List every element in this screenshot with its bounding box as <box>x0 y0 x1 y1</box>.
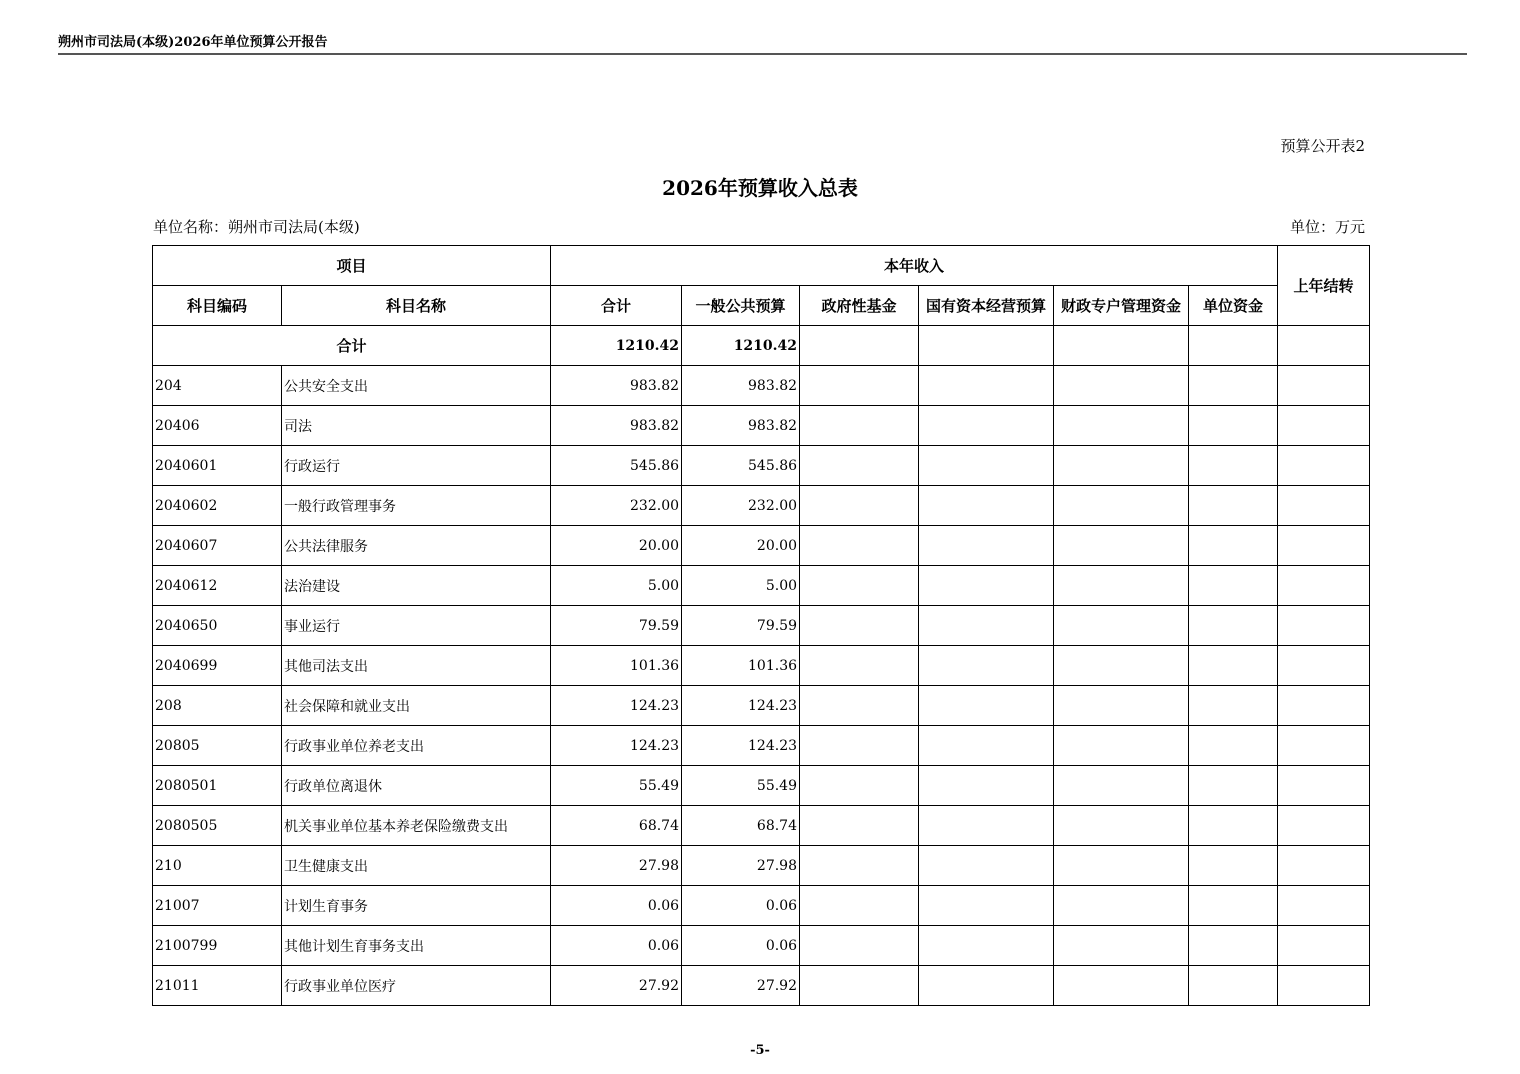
empty-cell <box>800 806 919 846</box>
row-general-budget: 55.49 <box>682 766 800 806</box>
empty-cell <box>919 686 1054 726</box>
empty-cell <box>1054 486 1189 526</box>
row-general-budget: 27.98 <box>682 846 800 886</box>
table-row <box>153 486 1370 526</box>
empty-cell <box>1278 806 1370 846</box>
header-total: 合计 <box>551 286 682 326</box>
empty-cell <box>800 726 919 766</box>
subject-code: 21011 <box>153 966 282 1006</box>
table-row <box>153 526 1370 566</box>
row-general-budget: 20.00 <box>682 526 800 566</box>
empty-cell <box>1278 446 1370 486</box>
row-general-budget: 545.86 <box>682 446 800 486</box>
empty-cell <box>1278 486 1370 526</box>
empty-cell <box>1189 846 1278 886</box>
empty-cell <box>1189 326 1278 366</box>
empty-cell <box>919 646 1054 686</box>
row-total: 124.23 <box>551 686 682 726</box>
empty-cell <box>1278 606 1370 646</box>
subject-code: 204 <box>153 366 282 406</box>
empty-cell <box>1054 526 1189 566</box>
subject-name: 事业运行 <box>282 606 551 646</box>
empty-cell <box>800 566 919 606</box>
empty-cell <box>800 926 919 966</box>
empty-cell <box>1054 606 1189 646</box>
header-carryover: 上年结转 <box>1278 246 1370 326</box>
empty-cell <box>1054 406 1189 446</box>
empty-cell <box>1189 566 1278 606</box>
table-row <box>153 926 1370 966</box>
running-title: 朔州市司法局(本级)2026年单位预算公开报告 <box>58 35 328 50</box>
empty-cell <box>1189 926 1278 966</box>
table-row <box>153 646 1370 686</box>
empty-cell <box>1054 886 1189 926</box>
empty-cell <box>1189 966 1278 1006</box>
subject-code: 2080505 <box>153 806 282 846</box>
row-total: 68.74 <box>551 806 682 846</box>
subject-name: 其他司法支出 <box>282 646 551 686</box>
table-row <box>153 726 1370 766</box>
row-total: 79.59 <box>551 606 682 646</box>
row-general-budget: 0.06 <box>682 886 800 926</box>
subject-code: 20805 <box>153 726 282 766</box>
subject-name: 司法 <box>282 406 551 446</box>
row-general-budget: 983.82 <box>682 366 800 406</box>
empty-cell <box>1189 726 1278 766</box>
empty-cell <box>1189 766 1278 806</box>
subject-code: 208 <box>153 686 282 726</box>
header-state-capital: 国有资本经营预算 <box>919 286 1054 326</box>
total-general-budget: 1210.42 <box>682 326 800 366</box>
subject-code: 21007 <box>153 886 282 926</box>
subject-code: 210 <box>153 846 282 886</box>
empty-cell <box>1054 966 1189 1006</box>
empty-cell <box>1189 886 1278 926</box>
empty-cell <box>1054 646 1189 686</box>
subject-name: 卫生健康支出 <box>282 846 551 886</box>
table-row <box>153 686 1370 726</box>
row-total: 55.49 <box>551 766 682 806</box>
subject-code: 2040602 <box>153 486 282 526</box>
empty-cell <box>1278 686 1370 726</box>
empty-cell <box>919 606 1054 646</box>
empty-cell <box>1189 526 1278 566</box>
empty-cell <box>1189 646 1278 686</box>
empty-cell <box>1054 846 1189 886</box>
table-id: 预算公开表2 <box>1280 137 1365 155</box>
table-row <box>153 846 1370 886</box>
empty-cell <box>919 526 1054 566</box>
empty-cell <box>1278 926 1370 966</box>
table-row <box>153 886 1370 926</box>
subject-name: 行政运行 <box>282 446 551 486</box>
subject-name: 公共法律服务 <box>282 526 551 566</box>
empty-cell <box>919 406 1054 446</box>
subject-name: 机关事业单位基本养老保险缴费支出 <box>282 806 551 846</box>
table-row <box>153 406 1370 446</box>
empty-cell <box>919 486 1054 526</box>
row-total: 5.00 <box>551 566 682 606</box>
empty-cell <box>919 766 1054 806</box>
row-total: 27.98 <box>551 846 682 886</box>
empty-cell <box>1189 446 1278 486</box>
empty-cell <box>919 366 1054 406</box>
empty-cell <box>800 846 919 886</box>
header-code: 科目编码 <box>153 286 282 326</box>
empty-cell <box>1278 846 1370 886</box>
empty-cell <box>1054 446 1189 486</box>
total-label: 合计 <box>153 326 551 366</box>
empty-cell <box>800 606 919 646</box>
subject-code: 2040650 <box>153 606 282 646</box>
total-sum: 1210.42 <box>551 326 682 366</box>
empty-cell <box>1054 686 1189 726</box>
empty-cell <box>800 646 919 686</box>
empty-cell <box>1278 966 1370 1006</box>
subject-name: 公共安全支出 <box>282 366 551 406</box>
subject-code: 2040699 <box>153 646 282 686</box>
empty-cell <box>800 966 919 1006</box>
header-row-columns <box>153 286 1370 326</box>
row-general-budget: 983.82 <box>682 406 800 446</box>
header-name: 科目名称 <box>282 286 551 326</box>
empty-cell <box>919 806 1054 846</box>
header-unit-fund: 单位资金 <box>1189 286 1278 326</box>
empty-cell <box>1278 326 1370 366</box>
row-total: 232.00 <box>551 486 682 526</box>
empty-cell <box>919 926 1054 966</box>
table-row <box>153 966 1370 1006</box>
total-row <box>153 326 1370 366</box>
row-total: 27.92 <box>551 966 682 1006</box>
empty-cell <box>1189 486 1278 526</box>
subject-code: 2080501 <box>153 766 282 806</box>
budget-income-table <box>152 245 1370 1006</box>
empty-cell <box>919 326 1054 366</box>
row-total: 0.06 <box>551 926 682 966</box>
table-row <box>153 806 1370 846</box>
header-project: 项目 <box>153 246 551 286</box>
empty-cell <box>1189 606 1278 646</box>
header-fiscal-special: 财政专户管理资金 <box>1054 286 1189 326</box>
table-row <box>153 606 1370 646</box>
empty-cell <box>800 366 919 406</box>
subject-name: 法治建设 <box>282 566 551 606</box>
empty-cell <box>919 566 1054 606</box>
row-total: 20.00 <box>551 526 682 566</box>
subject-name: 一般行政管理事务 <box>282 486 551 526</box>
empty-cell <box>1054 366 1189 406</box>
empty-cell <box>1189 366 1278 406</box>
empty-cell <box>1278 526 1370 566</box>
empty-cell <box>800 886 919 926</box>
row-general-budget: 232.00 <box>682 486 800 526</box>
empty-cell <box>800 526 919 566</box>
table-row <box>153 766 1370 806</box>
row-total: 101.36 <box>551 646 682 686</box>
row-general-budget: 124.23 <box>682 686 800 726</box>
header-general-budget: 一般公共预算 <box>682 286 800 326</box>
empty-cell <box>1054 566 1189 606</box>
row-general-budget: 101.36 <box>682 646 800 686</box>
row-general-budget: 124.23 <box>682 726 800 766</box>
empty-cell <box>800 766 919 806</box>
empty-cell <box>1278 566 1370 606</box>
empty-cell <box>800 686 919 726</box>
empty-cell <box>1278 406 1370 446</box>
row-general-budget: 5.00 <box>682 566 800 606</box>
row-total: 0.06 <box>551 886 682 926</box>
header-divider <box>58 53 1467 55</box>
subject-code: 2040607 <box>153 526 282 566</box>
row-total: 983.82 <box>551 406 682 446</box>
subject-code: 2040612 <box>153 566 282 606</box>
header-gov-fund: 政府性基金 <box>800 286 919 326</box>
row-general-budget: 27.92 <box>682 966 800 1006</box>
empty-cell <box>1278 366 1370 406</box>
subject-code: 2040601 <box>153 446 282 486</box>
empty-cell <box>919 886 1054 926</box>
page-number: -5- <box>750 1043 770 1058</box>
empty-cell <box>1054 806 1189 846</box>
page-title: 2026年预算收入总表 <box>662 176 858 200</box>
currency-unit: 单位：万元 <box>1289 218 1365 236</box>
empty-cell <box>1278 766 1370 806</box>
empty-cell <box>1189 686 1278 726</box>
row-total: 124.23 <box>551 726 682 766</box>
empty-cell <box>1054 726 1189 766</box>
empty-cell <box>1278 646 1370 686</box>
header-row-groups <box>153 246 1370 286</box>
subject-name: 行政事业单位医疗 <box>282 966 551 1006</box>
table-row <box>153 566 1370 606</box>
subject-code: 2100799 <box>153 926 282 966</box>
subject-name: 行政单位离退休 <box>282 766 551 806</box>
empty-cell <box>1278 886 1370 926</box>
empty-cell <box>1189 806 1278 846</box>
row-general-budget: 79.59 <box>682 606 800 646</box>
empty-cell <box>800 446 919 486</box>
empty-cell <box>1054 766 1189 806</box>
subject-name: 计划生育事务 <box>282 886 551 926</box>
header-current-income: 本年收入 <box>551 246 1278 286</box>
empty-cell <box>919 726 1054 766</box>
unit-name: 单位名称：朔州市司法局(本级) <box>153 218 360 236</box>
empty-cell <box>1189 406 1278 446</box>
subject-code: 20406 <box>153 406 282 446</box>
empty-cell <box>800 326 919 366</box>
empty-cell <box>919 846 1054 886</box>
row-general-budget: 0.06 <box>682 926 800 966</box>
empty-cell <box>919 966 1054 1006</box>
subject-name: 其他计划生育事务支出 <box>282 926 551 966</box>
empty-cell <box>1054 326 1189 366</box>
row-general-budget: 68.74 <box>682 806 800 846</box>
empty-cell <box>800 486 919 526</box>
table-row <box>153 366 1370 406</box>
row-total: 983.82 <box>551 366 682 406</box>
empty-cell <box>1278 726 1370 766</box>
table-row <box>153 446 1370 486</box>
empty-cell <box>919 446 1054 486</box>
empty-cell <box>1054 926 1189 966</box>
subject-name: 行政事业单位养老支出 <box>282 726 551 766</box>
subject-name: 社会保障和就业支出 <box>282 686 551 726</box>
empty-cell <box>800 406 919 446</box>
row-total: 545.86 <box>551 446 682 486</box>
